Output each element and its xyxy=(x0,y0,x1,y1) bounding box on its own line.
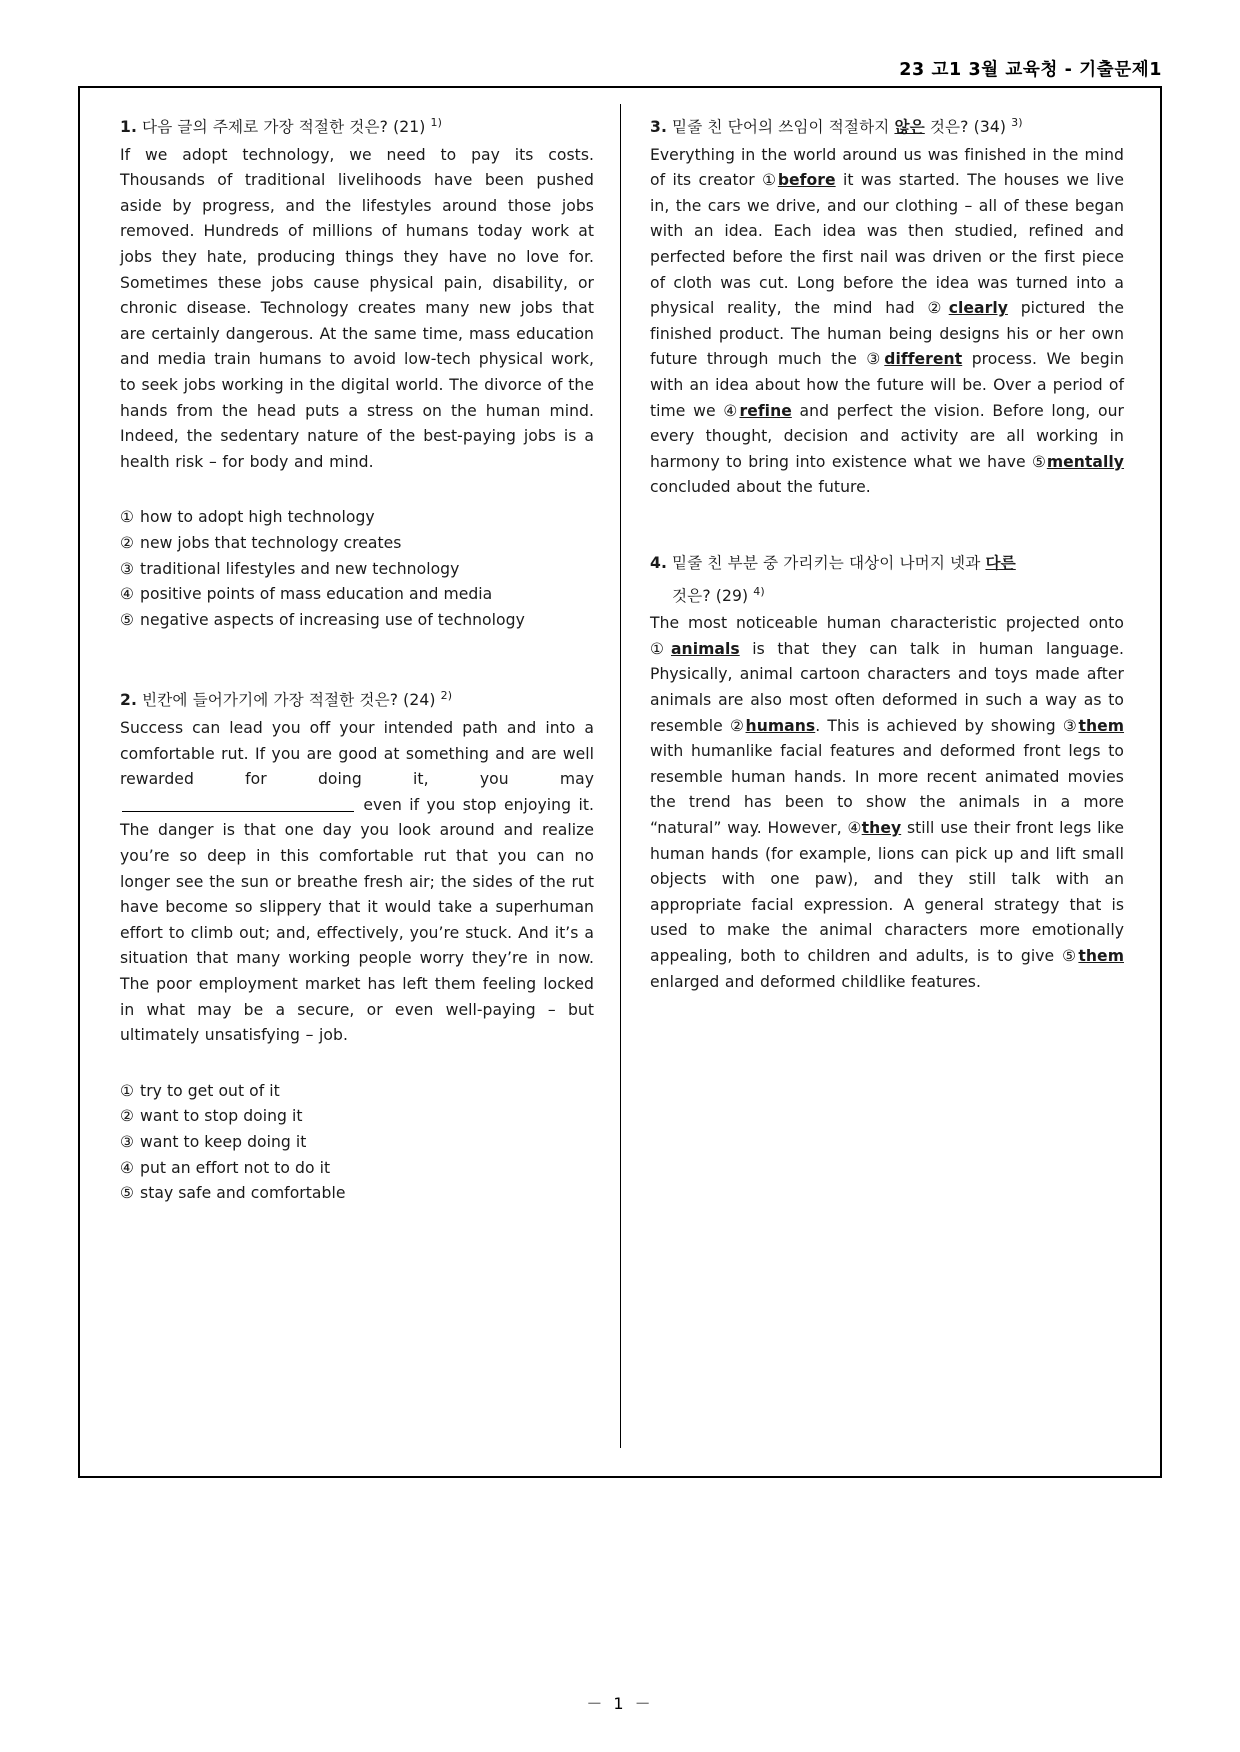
choice-marker: ③ xyxy=(120,1132,135,1151)
spacer xyxy=(120,639,594,683)
question-3-prompt-part2: 것은? xyxy=(929,118,969,137)
choice-label: try to get out of it xyxy=(140,1081,280,1100)
question-3-number: 3. xyxy=(650,118,667,137)
document-header: 23 고1 3월 교육청 - 기출문제1 xyxy=(899,60,1162,80)
question-1 xyxy=(120,110,594,633)
page-footer: － 1 － xyxy=(586,1694,654,1713)
choice-label: how to adopt high technology xyxy=(140,508,375,527)
choice-marker: ④ xyxy=(120,585,135,604)
question-4-negation: 다른 xyxy=(985,554,1016,572)
choice-item[interactable] xyxy=(120,531,594,557)
choice-marker: ② xyxy=(120,1107,135,1126)
question-4-prompt-part2: 것은? xyxy=(672,586,711,605)
choice-item[interactable] xyxy=(120,1130,594,1156)
question-3-prompt-part1: 밑줄 친 단어의 쓰임이 적절하지 xyxy=(672,118,890,137)
inline-choice-marker: ② xyxy=(927,299,949,318)
underlined-choice-word: refine xyxy=(739,401,792,420)
exam-frame xyxy=(78,86,1162,1478)
question-1-number: 1. xyxy=(120,118,137,137)
choice-label: traditional lifestyles and new technology xyxy=(140,559,460,578)
question-4-passage: The most noticeable human characteristic projected onto ①animals is that they can talk in human language. Physically, animal cartoon characters and toys made after animals are also most often deformed in such a way as to resemble ②humans. This is achieved by showing ③them with humanlike facial features and deformed front legs to resemble human hands. In more recent animated movies the trend has been to show the animals in a more “natural” way. However, ④they still use their front legs like human hands (for example, lions can pick up and lift small objects with one paw), and they still talk with an appropriate facial expression. A general strategy that is used to make the animal characters more emotionally appealing, both to children and adults, is to give ⑤them enlarged and deformed childlike features. xyxy=(650,614,1125,991)
question-4-title xyxy=(650,551,1124,577)
question-4-title-cont xyxy=(650,579,1124,610)
answer-blank[interactable] xyxy=(122,796,354,812)
question-3-source: (34) xyxy=(973,118,1007,137)
choice-label: want to stop doing it xyxy=(140,1107,303,1126)
choice-item[interactable] xyxy=(120,557,594,583)
passage-before-blank: Success can lead you off your intended path and into a comfortable rut. If you are good at something and are well rewarded for doing it, you may xyxy=(120,719,594,789)
question-3-footnote: 3) xyxy=(1011,116,1023,129)
question-2 xyxy=(120,683,594,1206)
choice-marker: ④ xyxy=(120,1158,135,1177)
inline-choice-marker: ① xyxy=(762,171,778,190)
choice-marker: ① xyxy=(120,508,135,527)
underlined-choice-word: them xyxy=(1078,716,1125,735)
inline-choice-marker: ③ xyxy=(866,350,885,369)
left-column xyxy=(98,110,620,1460)
choice-label: stay safe and comfortable xyxy=(140,1184,346,1203)
question-3-negation: 않은 xyxy=(894,118,925,137)
choice-marker: ① xyxy=(120,1081,135,1100)
question-1-passage: If we adopt technology, we need to pay its costs. Thousands of traditional livelihoods have been pushed aside by progress, and the lifestyles around those jobs removed. Hundreds of millions of humans today work at jobs they hate, producing things they have no love for. Sometimes these jobs cause physical pain, disability, or chronic disease. Technology creates many new jobs that are certainly dangerous. At the same time, mass education and media train humans to avoid low-tech physical work, to seek jobs working in the digital world. The divorce of the hands from the head puts a stress on the human mind. Indeed, the sedentary nature of the best-paying jobs is a health risk – for body and mind. xyxy=(120,145,594,471)
question-4-source: (29) xyxy=(715,586,749,605)
inline-choice-marker: ⑤ xyxy=(1062,946,1079,965)
choice-marker: ② xyxy=(120,534,135,552)
choice-item[interactable] xyxy=(120,1181,594,1207)
choice-item[interactable] xyxy=(120,1079,594,1105)
underlined-choice-word: before xyxy=(777,171,836,190)
question-1-source: (21) xyxy=(393,118,426,137)
question-2-prompt: 빈칸에 들어가기에 가장 적절한 것은? xyxy=(142,691,399,710)
underlined-choice-word: clearly xyxy=(948,299,1008,318)
inline-choice-marker: ⑤ xyxy=(1032,452,1047,471)
choice-label: want to keep doing it xyxy=(140,1132,307,1151)
choice-item[interactable] xyxy=(120,608,594,634)
question-1-prompt: 다음 글의 주제로 가장 적절한 것은? xyxy=(142,118,388,137)
choice-item[interactable] xyxy=(120,505,594,531)
question-2-number: 2. xyxy=(120,691,137,710)
columns-container xyxy=(80,88,1160,1476)
choice-label: positive points of mass education and media xyxy=(140,585,493,604)
underlined-choice-word: different xyxy=(884,350,963,369)
question-3-title xyxy=(650,110,1124,141)
underlined-choice-word: they xyxy=(861,818,902,837)
spacer xyxy=(650,507,1124,551)
choice-marker: ⑤ xyxy=(120,610,135,629)
choice-item[interactable] xyxy=(120,582,594,608)
question-2-source: (24) xyxy=(403,691,436,710)
choice-marker: ⑤ xyxy=(120,1184,135,1203)
question-1-choices xyxy=(120,505,594,633)
choice-label: put an effort not to do it xyxy=(140,1158,331,1177)
choice-item[interactable] xyxy=(120,1104,594,1130)
right-column xyxy=(620,110,1142,1460)
question-2-title xyxy=(120,683,594,714)
passage-after-blank: even if you stop enjoying it. The danger is that one day you look around and realize you’re so deep in this comfortable rut that you can no longer see the sun or breathe fresh air; the sides of the rut have become so slippery that it would take a superhuman effort to climb out; and, effectively, you’re stuck. And it’s a situation that many working people worry they’re in now. The poor employment market has left them feeling locked in what may be a secure, or even well-paying – but ultimately unsatisfying – job. xyxy=(120,795,594,1045)
underlined-choice-word: animals xyxy=(670,639,740,658)
question-4-footnote: 4) xyxy=(753,584,765,598)
question-2-footnote: 2) xyxy=(440,689,453,703)
choice-item[interactable] xyxy=(120,1156,594,1182)
underlined-choice-word: humans xyxy=(745,716,816,735)
inline-choice-marker: ② xyxy=(729,716,746,735)
inline-choice-marker: ① xyxy=(650,639,671,658)
question-2-passage xyxy=(120,716,594,1049)
question-4 xyxy=(650,551,1124,995)
inline-choice-marker: ④ xyxy=(723,401,740,420)
inline-choice-marker: ③ xyxy=(1062,716,1079,735)
underlined-choice-word: mentally xyxy=(1046,452,1125,471)
question-1-footnote: 1) xyxy=(430,116,443,129)
question-3 xyxy=(650,110,1124,501)
underlined-choice-word: them xyxy=(1078,946,1124,965)
choice-label: new jobs that technology creates xyxy=(140,534,402,552)
question-3-passage: Everything in the world around us was finished in the mind of its creator ①before it was started. The houses we live in, the cars we drive, and our clothing – all of these began with an idea. Each idea was then studied, refined and perfected before the first nail was driven or the first piece of cloth was cut. Long before the idea was turned into a physical reality, the mind had ②clearly pictured the finished product. The human being designs his or her own future through much the ③different process. We begin with an idea about how the future will be. Over a period of time we ④refine and perfect the vision. Before long, our every thought, decision and activity are all working in harmony to bring into existence what we have ⑤mentally concluded about the future. xyxy=(650,145,1125,497)
question-4-number: 4. xyxy=(650,554,667,572)
question-4-prompt-part1: 밑줄 친 부분 중 가리키는 대상이 나머지 넷과 xyxy=(672,554,981,572)
question-2-choices xyxy=(120,1079,594,1207)
question-1-title xyxy=(120,110,594,141)
inline-choice-marker: ④ xyxy=(847,818,862,837)
choice-marker: ③ xyxy=(120,559,135,578)
choice-label: negative aspects of increasing use of technology xyxy=(140,610,525,629)
